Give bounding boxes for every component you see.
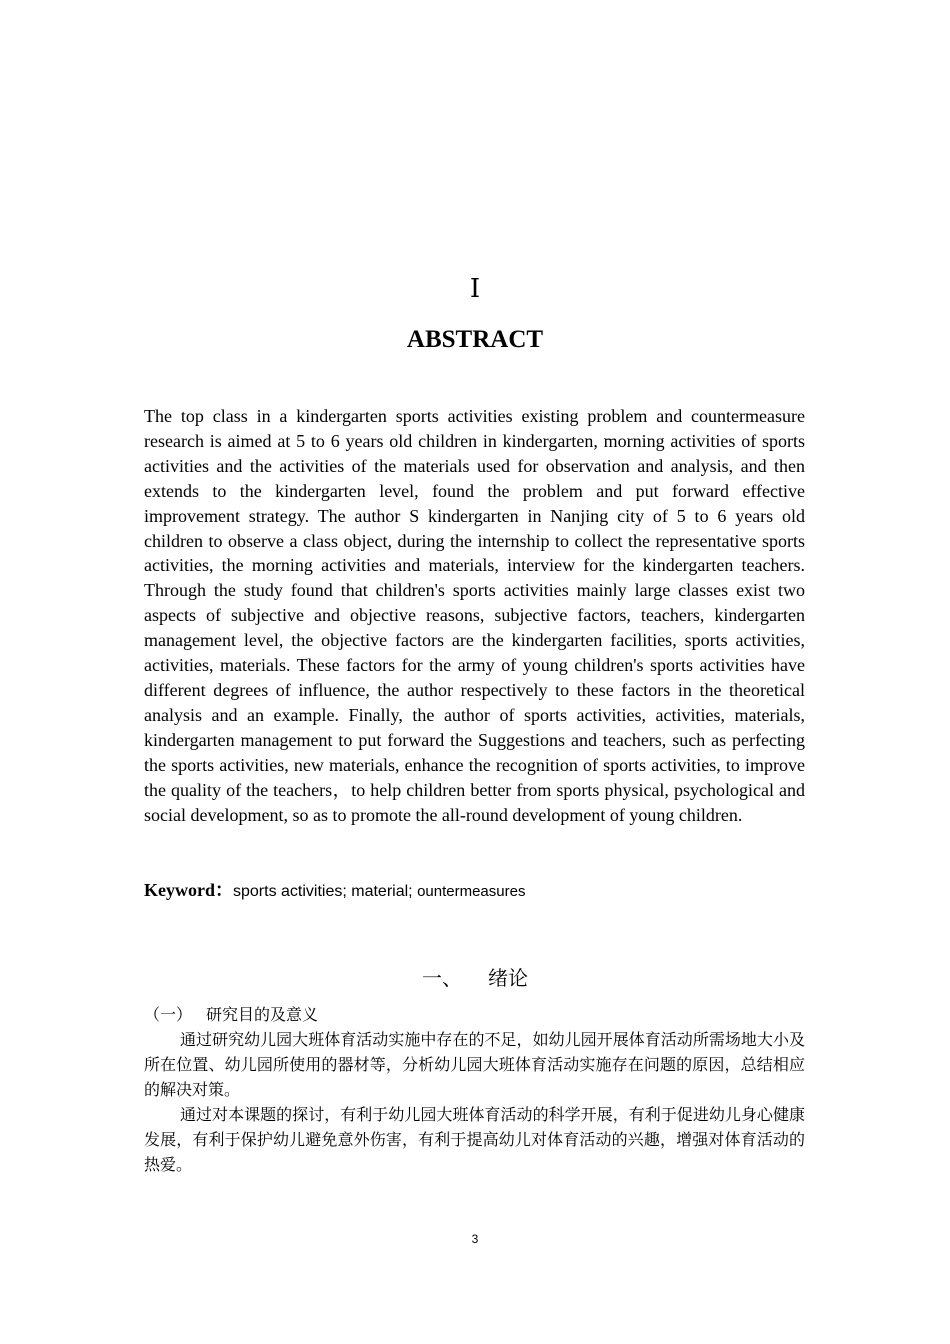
body-paragraph: 通过对本课题的探讨，有利于幼儿园大班体育活动的科学开展，有利于促进幼儿身心健康发展，有利于保护幼儿避免意外伤害，有利于提高幼儿对体育活动的兴趣，增强对体育活动的热爱。 — [144, 1105, 805, 1174]
keyword-text: sports activities; material; — [233, 883, 418, 900]
section-heading — [0, 964, 950, 992]
subsection-heading — [144, 1003, 805, 1027]
subsection-title: 研究目的及意义 — [206, 1005, 319, 1024]
keyword-line — [144, 878, 805, 904]
abstract-body: The top class in a kindergarten sports activities existing problem and countermeasure research is aimed at 5 to 6 years old children in kindergarten, morning activities of sports activities and the activities of the materials used for observation and analysis, and then extends to the kindergarten level, found the problem and put forward effective improvement strategy. The author S kindergarten in Nanjing city of 5 to 6 years old children to observe a class object, during the internship to collect the representative sports activities, the morning activities and materials, interview for the kindergarten teachers. Through the study found that children's sports activities mainly large classes exist two aspects of subjective and objective reasons, subjective factors, teachers, kindergarten management level, the objective factors are the kindergarten facilities, sports activities, activities, materials. These factors for the army of young children's sports activities have different degrees of influence, the author respectively to these factors in the theoretical analysis and an example. Finally, the author of sports activities, activities, materials, kindergarten management to put forward the Suggestions and teachers, such as perfecting the sports activities, new materials, enhance the recognition of sports activities, to improve the quality of the teachers，to help children better from sports physical, psychological and social development, so as to promote the all-round development of young children. — [144, 406, 805, 825]
section-title: 绪论 — [488, 966, 528, 990]
section-number: 一、 — [422, 966, 462, 990]
subsection-number: （一） — [144, 1005, 193, 1024]
roman-numeral-heading: Ⅰ — [469, 274, 481, 303]
abstract-title: ABSTRACT — [406, 326, 544, 353]
keyword-text-tail: ountermeasures — [417, 883, 526, 900]
body-paragraph: 通过研究幼儿园大班体育活动实施中存在的不足，如幼儿园开展体育活动所需场地大小及所在位置、幼儿园所使用的器材等，分析幼儿园大班体育活动实施存在问题的原因，总结相应的解决对策。 — [144, 1030, 805, 1099]
keyword-label: Keyword： — [144, 880, 233, 900]
page-number: 3 — [471, 1232, 479, 1246]
